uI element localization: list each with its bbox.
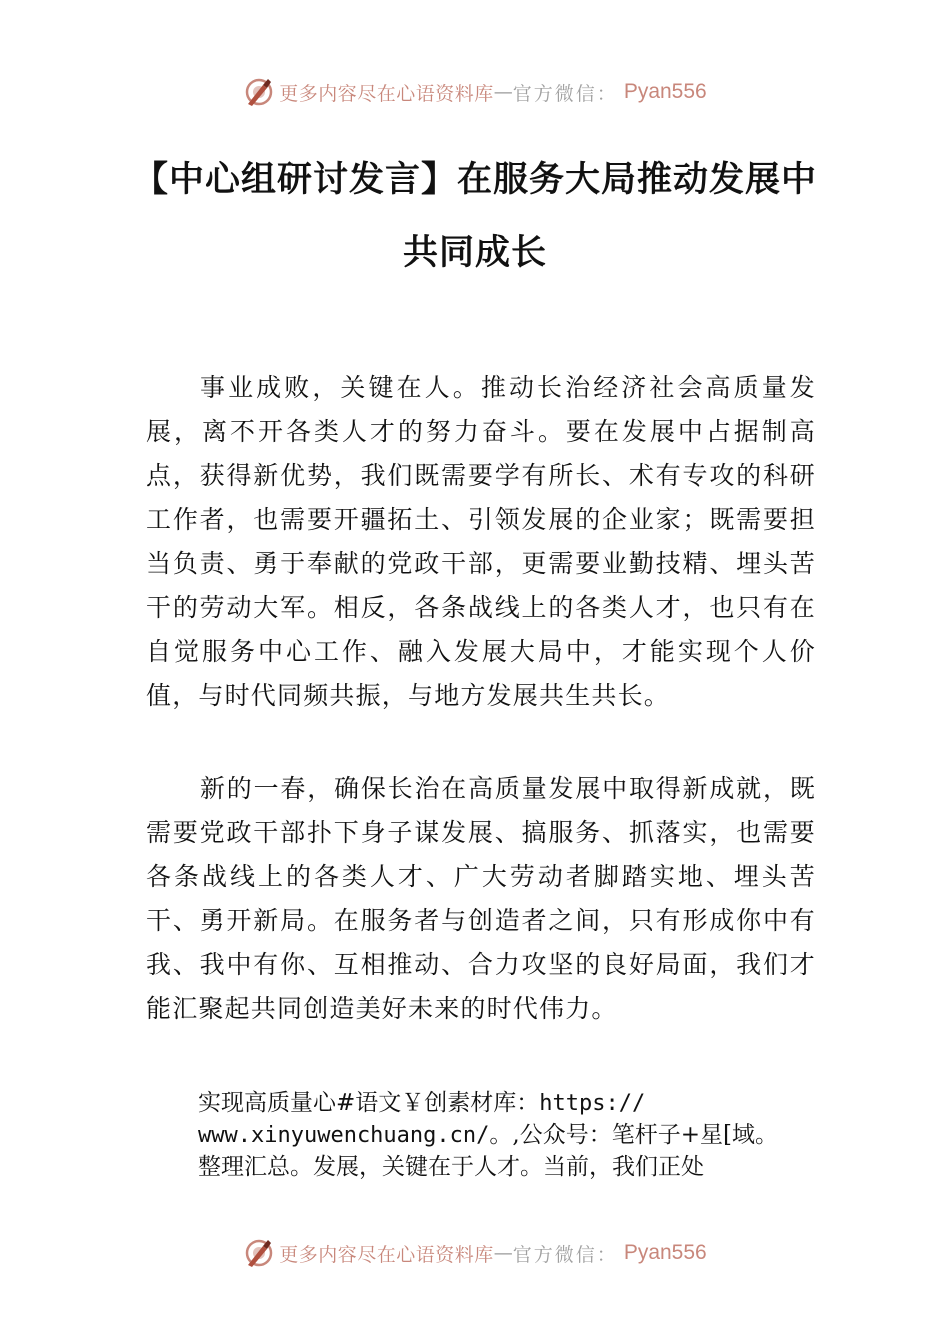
paragraph-3-suffix: 。,公众号：笔杆子+星[域。 [489, 1122, 778, 1148]
document-title-line2: 共同成长 [402, 233, 547, 273]
document-title-line1: 【中心组研讨发言】在服务大局推动发展中 [132, 160, 817, 200]
footer-watermark [0, 1233, 950, 1273]
paragraph-3-line-3: 整理汇总。发展，关键在于人才。当前，我们正处 [198, 1154, 704, 1180]
watermark-wechat-label: 官方微信： [512, 1243, 618, 1266]
pen-logo-icon [243, 76, 275, 108]
watermark-text: 更多内容尽在心语资料库 [279, 1243, 494, 1266]
paragraph-3-url-start: https:// [539, 1091, 646, 1116]
paragraph-3-prefix: 实现高质量心#语文￥创素材库： [198, 1090, 540, 1116]
watermark-separator: — [493, 1242, 513, 1264]
paragraph-3-line-2 [198, 1120, 778, 1151]
watermark-text: 更多内容尽在心语资料库 [279, 82, 494, 105]
body-paragraph-1: 事业成败，关键在人。推动长治经济社会高质量发展，离不开各类人才的努力奋斗。要在发展中占据制高点，获得新优势，我们既需要学有所长、术有专攻的科研工作者，也需要开疆拓土、引领发展的企业家；既需要担当负责、勇于奉献的党政干部，更需要业勤技精、埋头苦干的劳动大军。相反，各条战线上的各类人才，也只有在自觉服务中心工作、融入发展大局中，才能实现个人价值，与时代同频共振，与地方发展共生共长。 [146, 373, 816, 710]
pen-logo-icon [243, 1237, 275, 1269]
watermark-wechat-label: 官方微信： [512, 82, 618, 105]
paragraph-3-line-1 [198, 1088, 645, 1119]
watermark-wechat-id: Pyan556 [623, 1241, 707, 1264]
watermark-wechat-id: Pyan556 [623, 80, 707, 103]
body-paragraph-2: 新的一春，确保长治在高质量发展中取得新成就，既需要党政干部扑下身子谋发展、搞服务、抓落实，也需要各条战线上的各类人才、广大劳动者脚踏实地、埋头苦干、勇开新局。在服务者与创造者之间，只有形成你中有我、我中有你、互相推动、合力攻坚的良好局面，我们才能汇聚起共同创造美好未来的时代伟力。 [146, 774, 816, 1023]
paragraph-3-url-end: www.xinyuwenchuang.cn/ [198, 1123, 490, 1148]
header-watermark [0, 72, 950, 112]
watermark-separator: — [493, 81, 513, 103]
